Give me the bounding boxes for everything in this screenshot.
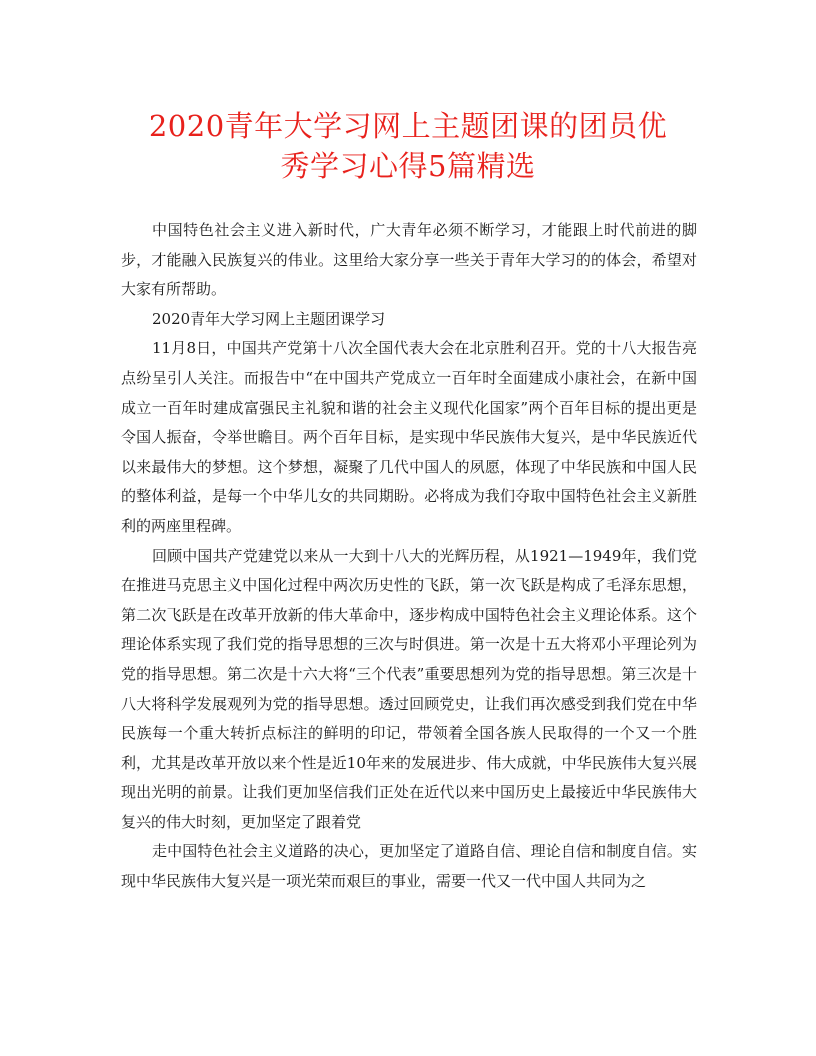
section-heading: 2020青年大学习网上主题团课学习 [152, 309, 386, 328]
title-line-2: 秀学习心得5篇精选 [280, 149, 536, 183]
body-paragraph: 11月8日，中国共产党第十八次全国代表大会在北京胜利召开。党的十八大报告亮点纷呈引人关注。而报告中“在中国共产党成立一百年时全面建成小康社会，在新中国成立一百年时建成富强民主礼貌和谐的社会主义现代化国家”两个百年目标的提出更是令国人振奋，令举世瞻目。两个百年目标，是实现中华民族伟大复兴，是中华民族近代以来最伟大的梦想。这个梦想，凝聚了几代中国人的夙愿，体现了中华民族和中国人民的整体利益，是每一个中华儿女的共同期盼。必将成为我们夺取中国特色社会主义新胜利的两座里程碑。 [121, 339, 697, 535]
document-title [100, 106, 716, 186]
intro-paragraph: 中国特色社会主义进入新时代，广大青年必须不断学习，才能跟上时代前进的脚步，才能融入民族复兴的伟业。这里给大家分享一些关于青年大学习的的体会，希望对大家有所帮助。 [121, 221, 697, 299]
document-body [121, 216, 697, 897]
title-line-1: 2020青年大学习网上主题团课的团员优 [148, 109, 668, 143]
body-paragraph: 走中国特色社会主义道路的决心，更加坚定了道路自信、理论自信和制度自信。实现中华民族伟大复兴是一项光荣而艰巨的事业，需要一代又一代中国人共同为之 [121, 842, 697, 891]
body-paragraph: 回顾中国共产党建党以来从一大到十八大的光辉历程，从1921—1949年，我们党在推进马克思主义中国化过程中两次历史性的飞跃，第一次飞跃是构成了毛泽东思想，第二次飞跃是在改革开放新的伟大革命中，逐步构成中国特色社会主义理论体系。这个理论体系实现了我们党的指导思想的三次与时俱进。第一次是十五大将邓小平理论列为党的指导思想。第二次是十六大将“三个代表”重要思想列为党的指导思想。第三次是十八大将科学发展观列为党的指导思想。透过回顾党史，让我们再次感受到我们党在中华民族每一个重大转折点标注的鲜明的印记，带领着全国各族人民取得的一个又一个胜利，尤其是改革开放以来个性是近10年来的发展进步、伟大成就，中华民族伟大复兴展现出光明的前景。让我们更加坚信我们正处在近代以来中国历史上最接近中华民族伟大复兴的伟大时刻，更加坚定了跟着党 [121, 546, 697, 831]
